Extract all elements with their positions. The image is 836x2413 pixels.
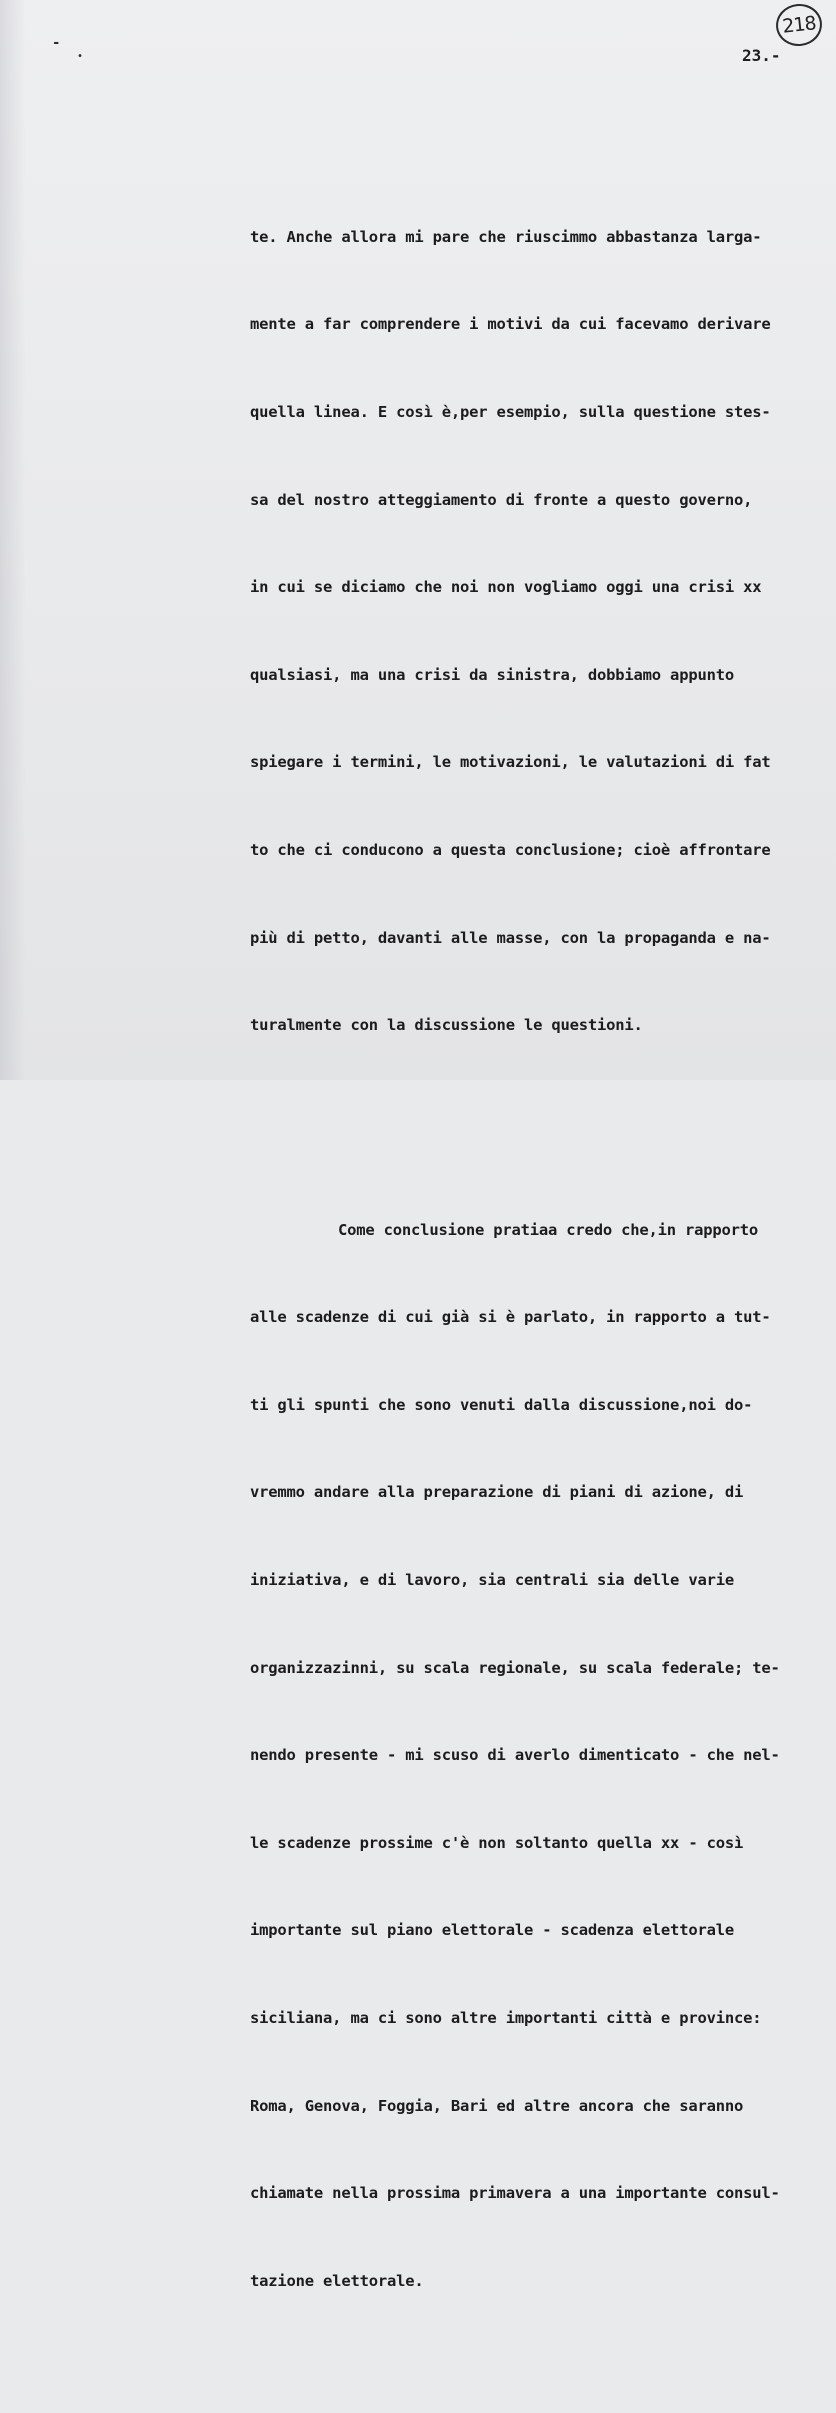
text-line: te. Anche allora mi pare che riuscimmo abbastanza larga-: [250, 227, 762, 246]
text-line: Roma, Genova, Foggia, Bari ed altre ancora che saranno: [250, 2096, 744, 2115]
archive-stamp-number: 218: [774, 2, 824, 49]
text-line: chiamate nella prossima primavera a una importante consul-: [250, 2184, 780, 2203]
text-line: qualsiasi, ma una crisi da sinistra, dobbiamo appunto: [250, 665, 734, 684]
document-body: [250, 106, 835, 2413]
margin-mark: •: [77, 51, 84, 62]
text-line: importante sul piano elettorale - scadenza elettorale: [250, 1921, 734, 1940]
text-line: mente a far comprendere i motivi da cui facevamo derivare: [250, 315, 771, 334]
paragraph-1: [250, 164, 835, 1098]
text-line: più di petto, davanti alle masse, con la propaganda e na-: [250, 928, 771, 947]
text-line: in cui se diciamo che noi non vogliamo oggi una crisi xx: [250, 578, 762, 597]
text-line: organizzazinni, su scala regionale, su scala federale; te-: [250, 1658, 780, 1677]
text-line: ti gli spunti che sono venuti dalla discussione,noi do-: [250, 1395, 753, 1414]
text-line: iniziativa, e di lavoro, sia centrali sia delle varie: [250, 1570, 734, 1589]
text-line: spiegare i termini, le motivazioni, le valutazioni di fat: [250, 753, 771, 772]
paragraph-2: [250, 1157, 835, 2354]
text-line: vremmo andare alla preparazione di piani di azione, di: [250, 1483, 744, 1502]
text-line: tazione elettorale.: [250, 2271, 424, 2290]
text-line: le scadenze prossime c'è non soltanto quella xx - così: [250, 1833, 744, 1852]
text-line: alle scadenze di cui già si è parlato, in rapporto a tut-: [250, 1308, 771, 1327]
margin-mark: -: [52, 35, 61, 51]
text-line: siciliana, ma ci sono altre importanti città e province:: [250, 2008, 762, 2027]
page-edge-shadow: [0, 0, 26, 1080]
text-line: to che ci conducono a questa conclusione; cioè affrontare: [250, 840, 771, 859]
text-line: quella linea. E così è,per esempio, sulla questione stes-: [250, 403, 771, 421]
text-line: turalmente con la discussione le questioni.: [250, 1016, 643, 1035]
text-line: Come conclusione pratiaa credo che,in rapporto: [338, 1220, 759, 1239]
text-line: sa del nostro atteggiamento di fronte a questo governo,: [250, 490, 753, 509]
text-line: nendo presente - mi scuso di averlo dimenticato - che nel-: [250, 1746, 780, 1765]
page-number: 23.-: [742, 46, 781, 65]
